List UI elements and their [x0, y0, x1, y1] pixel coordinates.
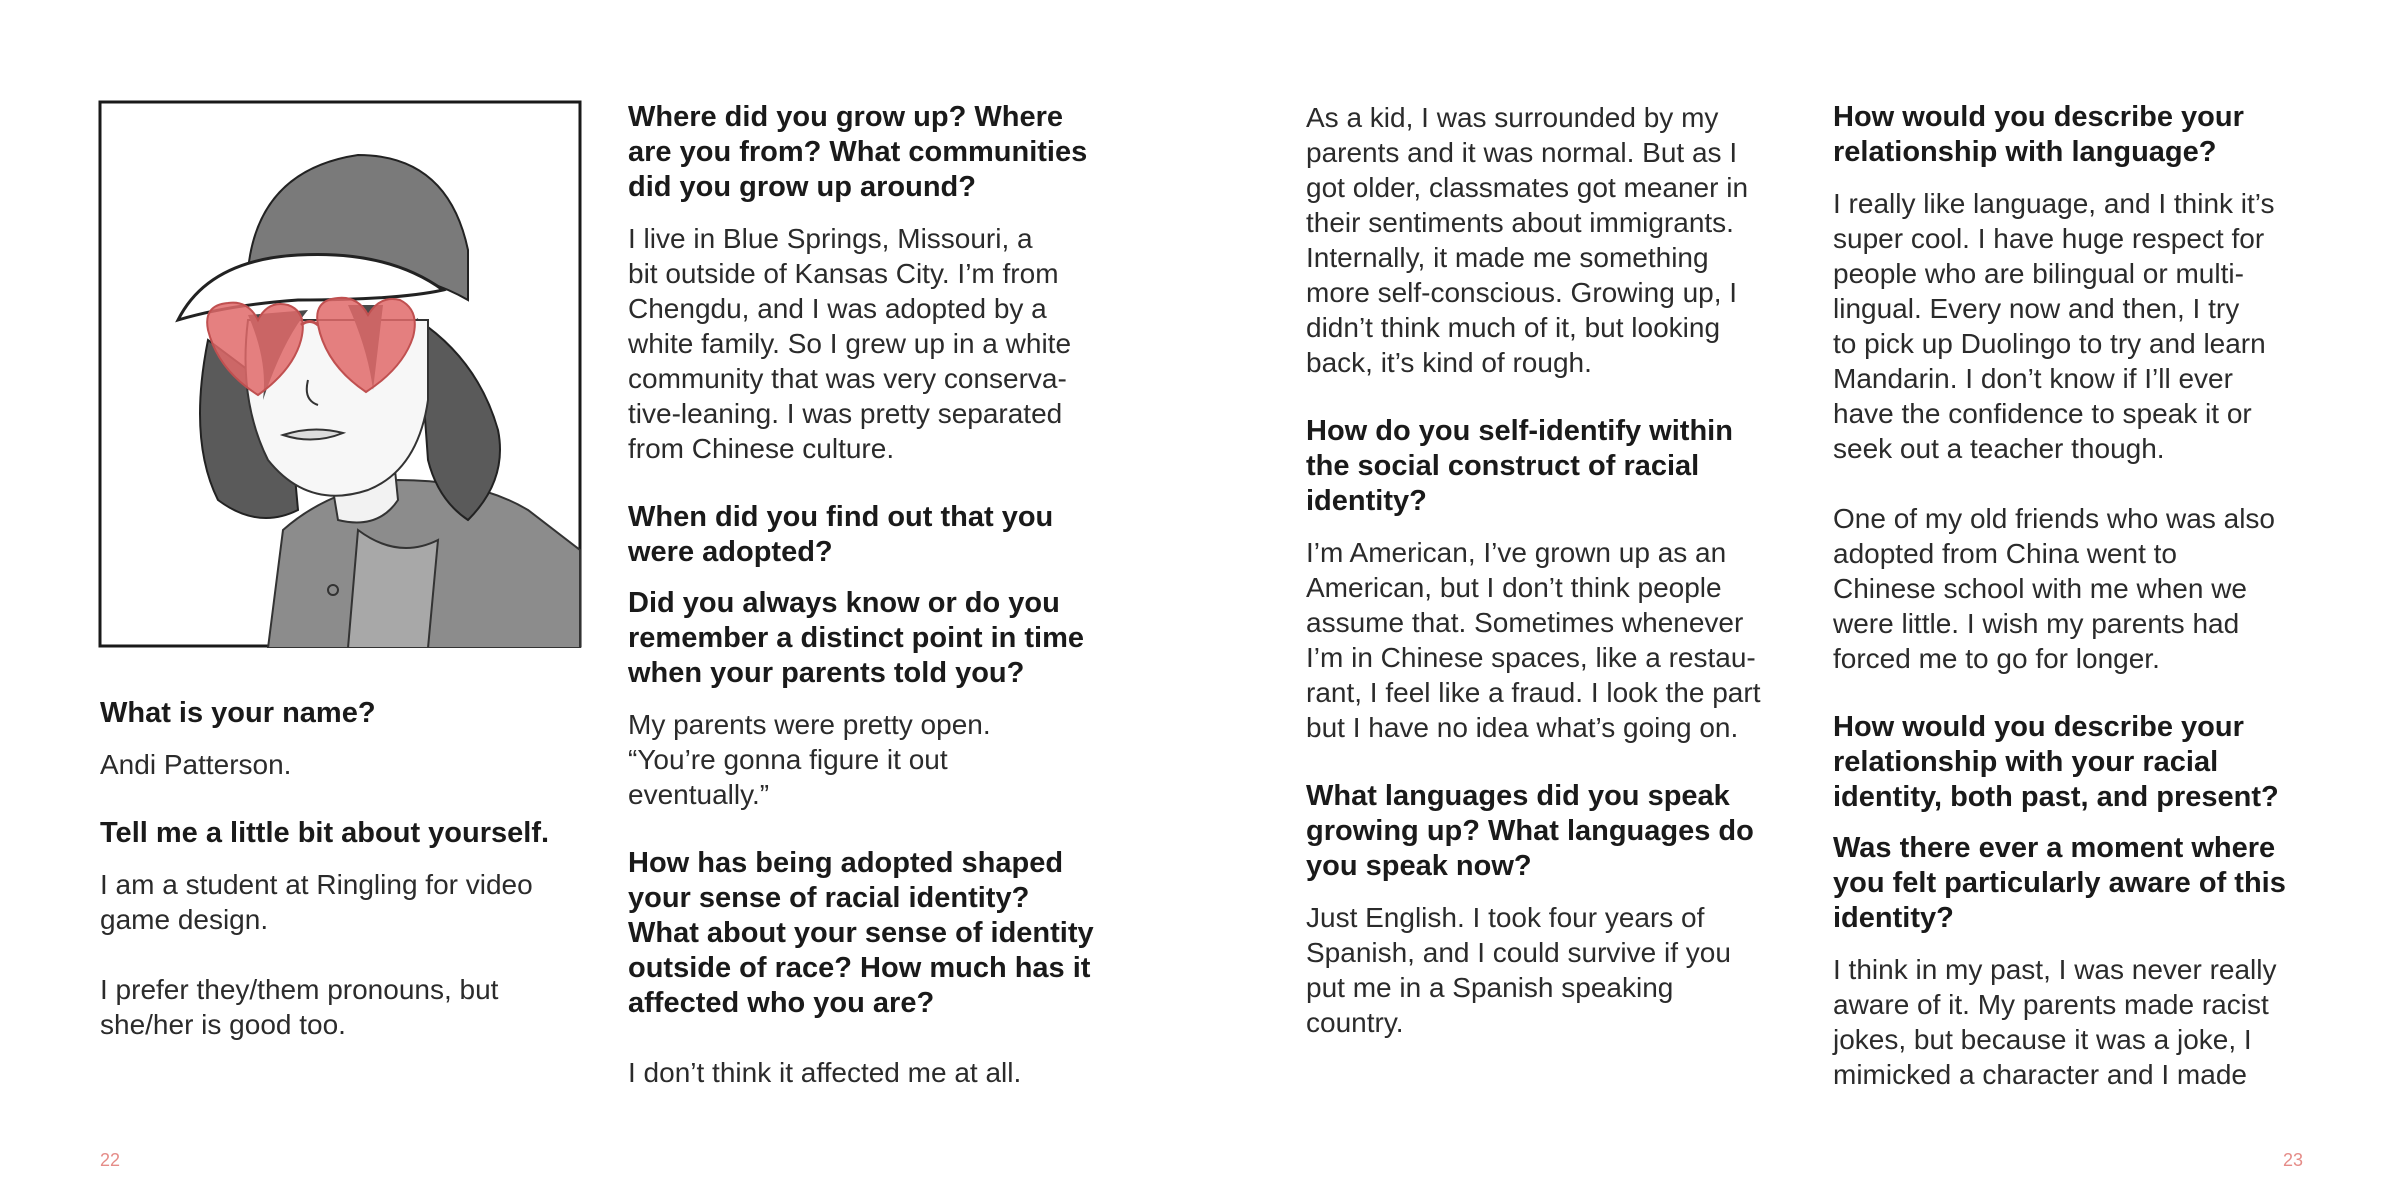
answer-always-know: My parents were pretty open. “You’re gonna figure it out eventually.”: [628, 709, 991, 810]
column-1: [100, 100, 570, 1042]
answer-relationship-language-2: One of my old friends who was also adopted from China went to Chinese school with me when we were little. I wish my parents had forced me to go for longer.: [1833, 503, 2275, 674]
question-adoption-identity: How has being adopted shaped your sense of racial identity? What about your sense of identity outside of race? How much has it affected who you are?: [628, 847, 1094, 1019]
question-name: What is your name?: [100, 697, 376, 729]
column-1-text: [100, 696, 570, 1042]
page-number-left: 22: [100, 1150, 121, 1170]
answer-self-identify: I’m American, I’ve grown up as an American, but I don’t think people assume that. Sometimes whenever I’m in Chinese spaces, like a restau- rant, I feel like a fraud. I look the part but I have no idea what’s going on.: [1306, 537, 1761, 743]
page-number-right: 23: [2283, 1150, 2304, 1170]
portrait-illustration: [98, 100, 582, 648]
question-about-yourself: Tell me a little bit about yourself.: [100, 817, 550, 849]
question-aware-moment: Was there ever a moment where you felt particularly aware of this identity?: [1833, 832, 2286, 934]
answer-as-a-kid: As a kid, I was surrounded by my parents and it was normal. But as I got older, classmates got meaner in their sentiments about immigrants. Internally, it made me something more self-conscious. Growing up, I didn’t think much of it, but looking back, it’s kind of rough.: [1306, 102, 1749, 378]
question-relationship-language: How would you describe your relationship with language?: [1833, 101, 2244, 168]
answer-name: Andi Patterson.: [100, 749, 292, 780]
column-2: [628, 100, 1108, 1090]
answer-languages: Just English. I took four years of Spanish, and I could survive if you put me in a Spanish speaking country.: [1306, 902, 1731, 1038]
answer-relationship-language-1: I really like language, and I think it’s super cool. I have huge respect for people who are bilingual or multi- lingual. Every now and then, I try to pick up Duolingo to try and learn Mandarin. I don’t know if I’ll ever have the confidence to speak it or seek out a teacher though.: [1833, 188, 2275, 464]
question-self-identify: How do you self-identify within the social construct of racial identity?: [1306, 415, 1733, 517]
question-always-know: Did you always know or do you remember a distinct point in time when your parents told you?: [628, 587, 1085, 689]
question-racial-identity-relationship: How would you describe your relationship with your racial identity, both past, and present?: [1833, 711, 2279, 813]
question-languages: What languages did you speak growing up? What languages do you speak now?: [1306, 780, 1754, 882]
question-find-out-adopted: When did you find out that you were adopted?: [628, 501, 1054, 568]
question-grow-up: Where did you grow up? Where are you from? What communities did you grow up around?: [628, 101, 1088, 203]
answer-aware-moment: I think in my past, I was never really aware of it. My parents made racist jokes, but because it was a joke, I mimicked a character and I made: [1833, 954, 2277, 1090]
answer-about-yourself-2: I prefer they/them pronouns, but she/her is good too.: [100, 974, 499, 1040]
answer-about-yourself-1: I am a student at Ringling for video game design.: [100, 869, 533, 935]
column-3: [1306, 100, 1786, 1040]
answer-grow-up: I live in Blue Springs, Missouri, a bit outside of Kansas City. I’m from Chengdu, and I was adopted by a white family. So I grew up in a white community that was very conserva- tive-leaning. I was pretty separated from Chinese culture.: [628, 223, 1072, 464]
column-4: [1833, 100, 2303, 1092]
answer-adoption-identity: I don’t think it affected me at all.: [628, 1057, 1022, 1088]
